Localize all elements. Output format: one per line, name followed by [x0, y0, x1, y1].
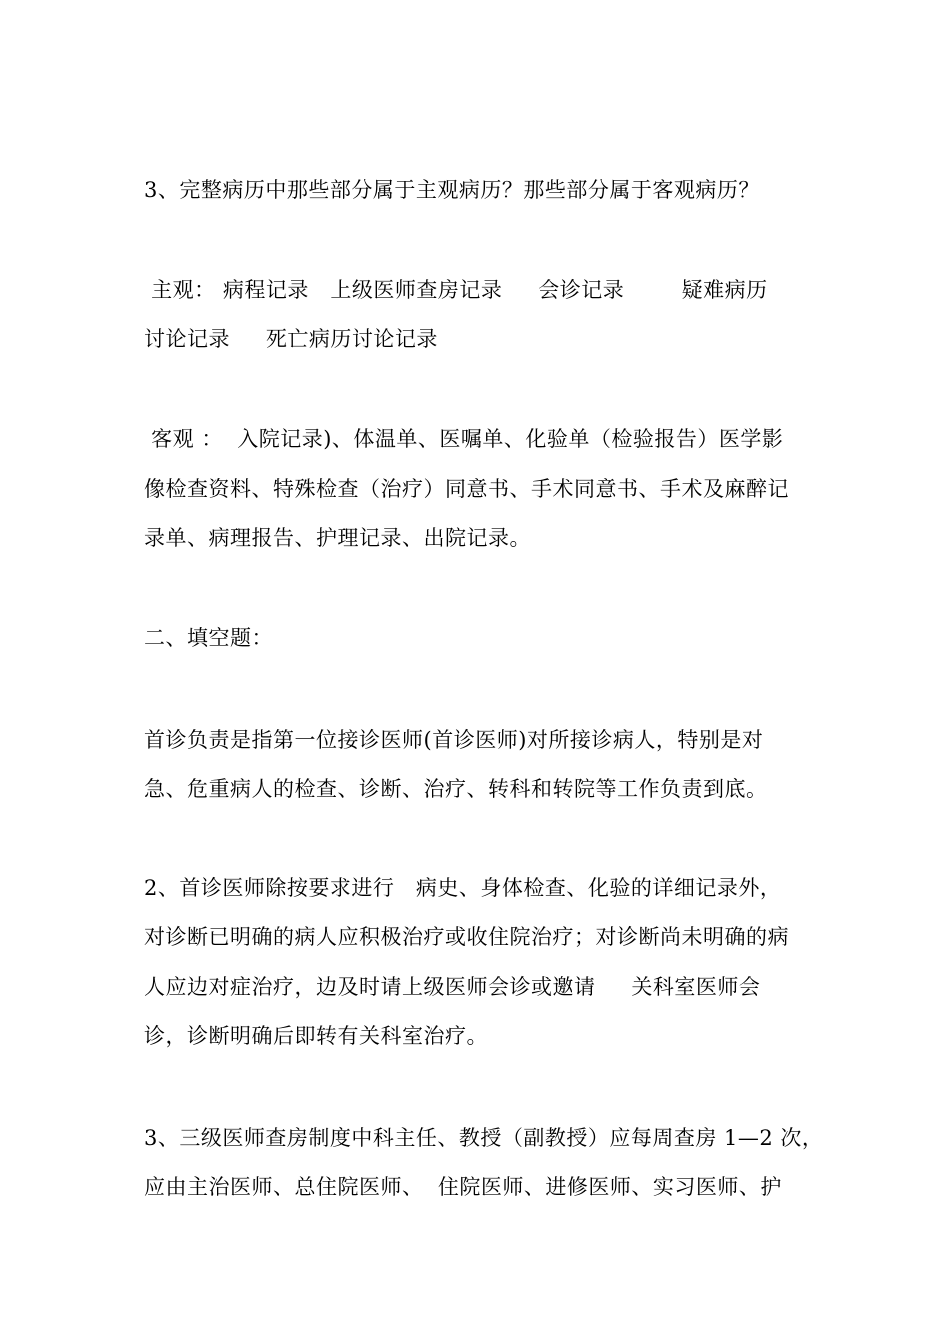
paragraph-2-line-3: 人应边对症治疗，边及时请上级医师会诊或邀请 关科室医师会	[144, 975, 761, 999]
objective-line-3: 录单、病理报告、护理记录、出院记录。	[144, 526, 531, 550]
paragraph-1-line-1: 首诊负责是指第一位接诊医师(首诊医师)对所接诊病人，特别是对	[144, 728, 764, 752]
section-2-heading: 二、填空题：	[144, 626, 273, 650]
paragraph-2-line-4: 诊，诊断明确后即转有关科室治疗。	[144, 1024, 488, 1048]
subjective-line-2: 讨论记录 死亡病历讨论记录	[144, 327, 438, 351]
paragraph-1-line-2: 急、危重病人的检查、诊断、治疗、转科和转院等工作负责到底。	[144, 777, 768, 801]
paragraph-2-line-2: 对诊断已明确的病人应积极治疗或收住院治疗；对诊断尚未明确的病	[144, 925, 789, 949]
paragraph-3-line-1: 3、三级医师查房制度中科主任、教授（副教授）应每周查房 1—2 次，	[144, 1126, 824, 1150]
question-3-heading: 3、完整病历中那些部分属于主观病历？那些部分属于客观病历？	[144, 178, 760, 202]
objective-line-2: 像检查资料、特殊检查（治疗）同意书、手术同意书、手术及麻醉记	[144, 477, 789, 501]
paragraph-2-line-1: 2、首诊医师除按要求进行 病史、身体检查、化验的详细记录外，	[144, 876, 782, 900]
objective-line-1: 客观 ： 入院记录)、体温单、医嘱单、化验单（检验报告）医学影	[144, 427, 784, 451]
subjective-line-1: 主观： 病程记录 上级医师查房记录 会诊记录 疑难病历	[144, 278, 768, 302]
paragraph-3-line-2: 应由主治医师、总住院医师、 住院医师、进修医师、实习医师、护	[144, 1175, 782, 1199]
